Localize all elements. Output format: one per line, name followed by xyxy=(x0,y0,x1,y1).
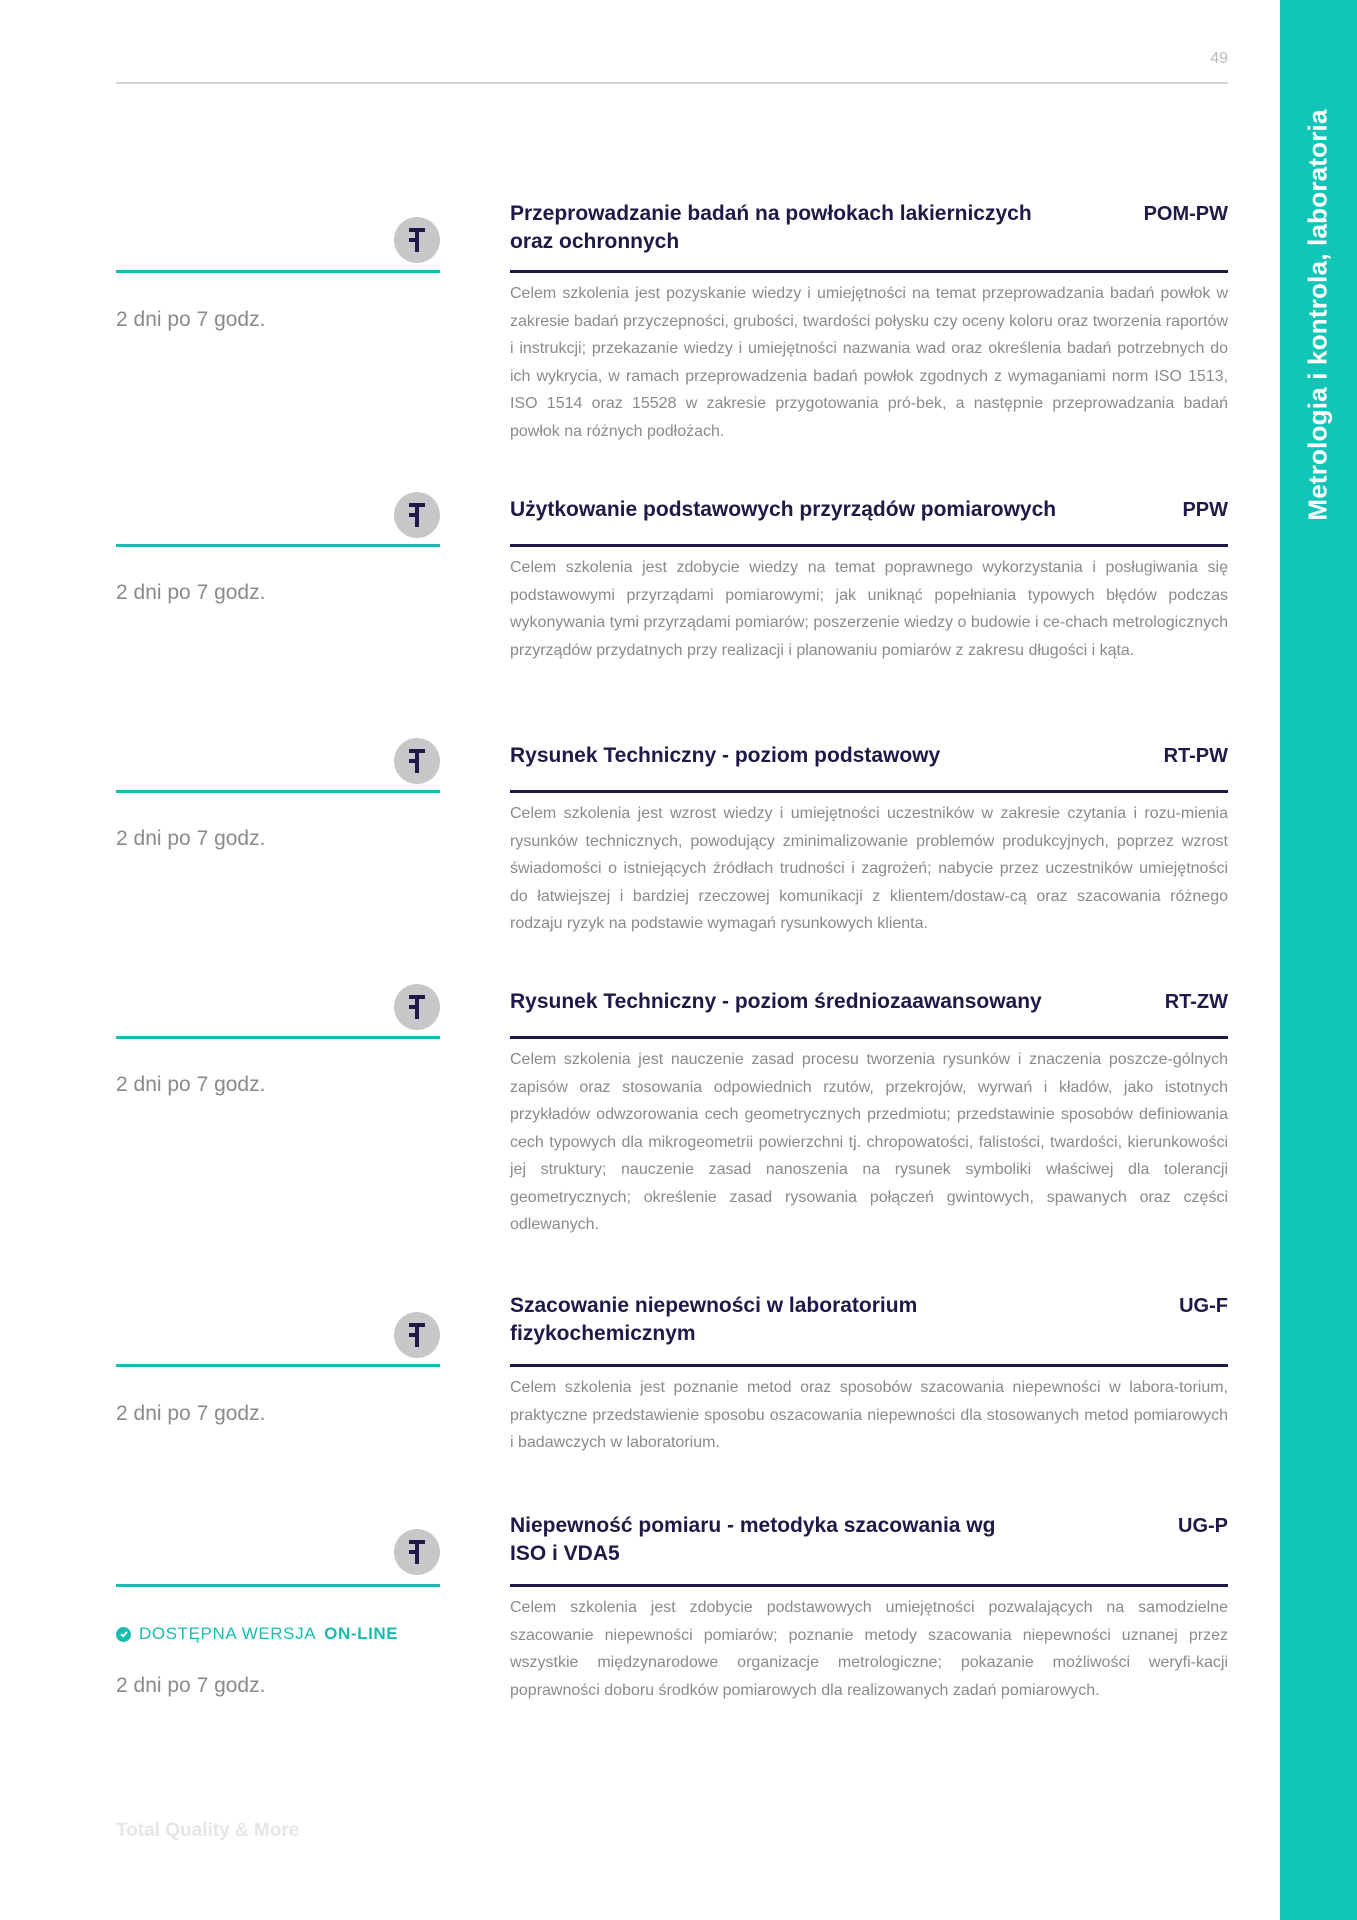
course-duration: 2 dni po 7 godz. xyxy=(116,1402,266,1425)
course-description: Celem szkolenia jest wzrost wiedzy i umiejętności uczestników w zakresie czytania i rozu-mienia rysunków technicznych, powodujący zminimalizowanie problemów produkcyjnych, poprzez wzrost świadomości o istniejących źródłach trudności i zagrożeń; nabycie przez uczestników umiejętności do łatwiejszej i bardziej rzeczowej komunikacji z klientem/dostaw-cą oraz szacowania różnego rodzaju ryzyk na podstawie wymagań rysunkowych klienta. xyxy=(510,805,1228,932)
course-code: RT-PW xyxy=(1163,745,1228,767)
course-code: UG-P xyxy=(1178,1515,1228,1537)
course-duration: 2 dni po 7 godz. xyxy=(116,827,266,850)
title-divider xyxy=(510,790,1228,793)
page-number: 49 xyxy=(1210,50,1228,67)
footer-brand: Total Quality & More xyxy=(116,1820,300,1841)
course-title: Rysunek Techniczny - poziom podstawowy xyxy=(510,744,941,767)
course-title: Szacowanie niepewności w laboratorium fizykochemicznym xyxy=(510,1294,918,1345)
course-title: Niepewność pomiaru - metodyka szacowania wg ISO i VDA5 xyxy=(510,1514,996,1565)
duration-divider xyxy=(116,1036,440,1039)
course-title: Rysunek Techniczny - poziom średniozaawansowany xyxy=(510,990,1042,1013)
caliper-icon xyxy=(394,492,440,538)
caliper-icon xyxy=(394,984,440,1030)
course-code: RT-ZW xyxy=(1164,991,1228,1013)
course-code: PPW xyxy=(1182,499,1228,521)
caliper-icon xyxy=(394,738,440,784)
course-description: Celem szkolenia jest nauczenie zasad procesu tworzenia rysunków i znaczenia poszcze-gólnych zapisów oraz stosowania odpowiednich rzutów, przekrojów, wyrwań i kładów, jako istotnych przykładów odwzorowania cech geometrycznych przedmiotu; przedstawinie sposobów definiowania cech typowych dla mikrogeometrii powierzchni tj. chropowatości, falistości, twardości, kierunkowości jej struktury; nauczenie zasad nanoszenia na rysunek symboliki właściwej dla tolerancji geometrycznych; określenie zasad rysowania połączeń gwintowych, spawanych oraz części odlewanych. xyxy=(510,1051,1228,1233)
duration-divider xyxy=(116,1584,440,1587)
course-duration: 2 dni po 7 godz. xyxy=(116,581,266,604)
course-description: Celem szkolenia jest pozyskanie wiedzy i umiejętności na temat przeprowadzania badań powłok w zakresie badań przyczepności, grubości, twardości połysku czy oceny koloru oraz tworzenia raportów i instrukcji; przekazanie wiedzy i umiejętności nazwania wad oraz określenia badań potrzebnych do ich wykrycia, w ramach przeprowadzenia badań powłok zgodnych z wymaganiami norm ISO 1513, ISO 1514 oraz 15528 w zakresie przygotowania pró-bek, a następnie przeprowadzania badań powłok na różnych podłożach. xyxy=(510,285,1228,440)
duration-divider xyxy=(116,1364,440,1367)
course-title: Użytkowanie podstawowych przyrządów pomiarowych xyxy=(510,498,1057,521)
course-code: POM-PW xyxy=(1143,203,1228,225)
title-divider xyxy=(510,1364,1228,1367)
course-duration: 2 dni po 7 godz. xyxy=(116,1073,266,1096)
section-title: Metrologia i kontrola, laboratoria xyxy=(1302,109,1333,521)
title-divider xyxy=(510,1584,1228,1587)
caliper-icon xyxy=(394,1529,440,1575)
duration-divider xyxy=(116,790,440,793)
caliper-icon xyxy=(394,1312,440,1358)
course-description: Celem szkolenia jest zdobycie podstawowych umiejętności pozwalających na samodzielne szacowanie niepewności pomiarów; poznanie metody szacowania niepewności uznanej przez wszystkie międzynarodowe organizacje metrologiczne; pokazanie możliwości weryfi-kacji poprawności doboru środków pomiarowych dla realizowanych zadań pomiarowych. xyxy=(510,1599,1228,1699)
title-divider xyxy=(510,270,1228,273)
duration-divider xyxy=(116,270,440,273)
online-version-badge[interactable] xyxy=(116,1624,398,1644)
duration-divider xyxy=(116,544,440,547)
top-divider xyxy=(116,82,1228,84)
course-duration: 2 dni po 7 godz. xyxy=(116,308,266,331)
side-band xyxy=(1280,0,1357,1920)
course-title: Przeprowadzanie badań na powłokach lakierniczych oraz ochronnych xyxy=(510,202,1032,253)
caliper-icon xyxy=(394,217,440,263)
course-description: Celem szkolenia jest poznanie metod oraz sposobów szacowania niepewności w labora-torium, praktyczne przedstawienie sposobu oszacowania niepewności dla stosowanych metod pomiarowych i badawczych w laboratorium. xyxy=(510,1379,1228,1451)
title-divider xyxy=(510,1036,1228,1039)
title-divider xyxy=(510,544,1228,547)
course-description: Celem szkolenia jest zdobycie wiedzy na temat poprawnego wykorzystania i posługiwania się podstawowymi przyrządami pomiarowymi; jak uniknąć popełniania typowych błędów podczas wykonywania tymi przyrządami pomiarów; poszerzenie wiedzy o budowie i ce-chach metrologicznych przyrządów przydatnych przy realizacji i planowaniu pomiarów z zakresu długości i kąta. xyxy=(510,559,1228,659)
course-duration: 2 dni po 7 godz. xyxy=(116,1674,266,1697)
course-code: UG-F xyxy=(1179,1295,1228,1317)
check-circle-icon xyxy=(116,1627,131,1642)
online-label-strong: ON-LINE xyxy=(324,1624,399,1643)
online-label-prefix: DOSTĘPNA WERSJA xyxy=(139,1624,317,1643)
